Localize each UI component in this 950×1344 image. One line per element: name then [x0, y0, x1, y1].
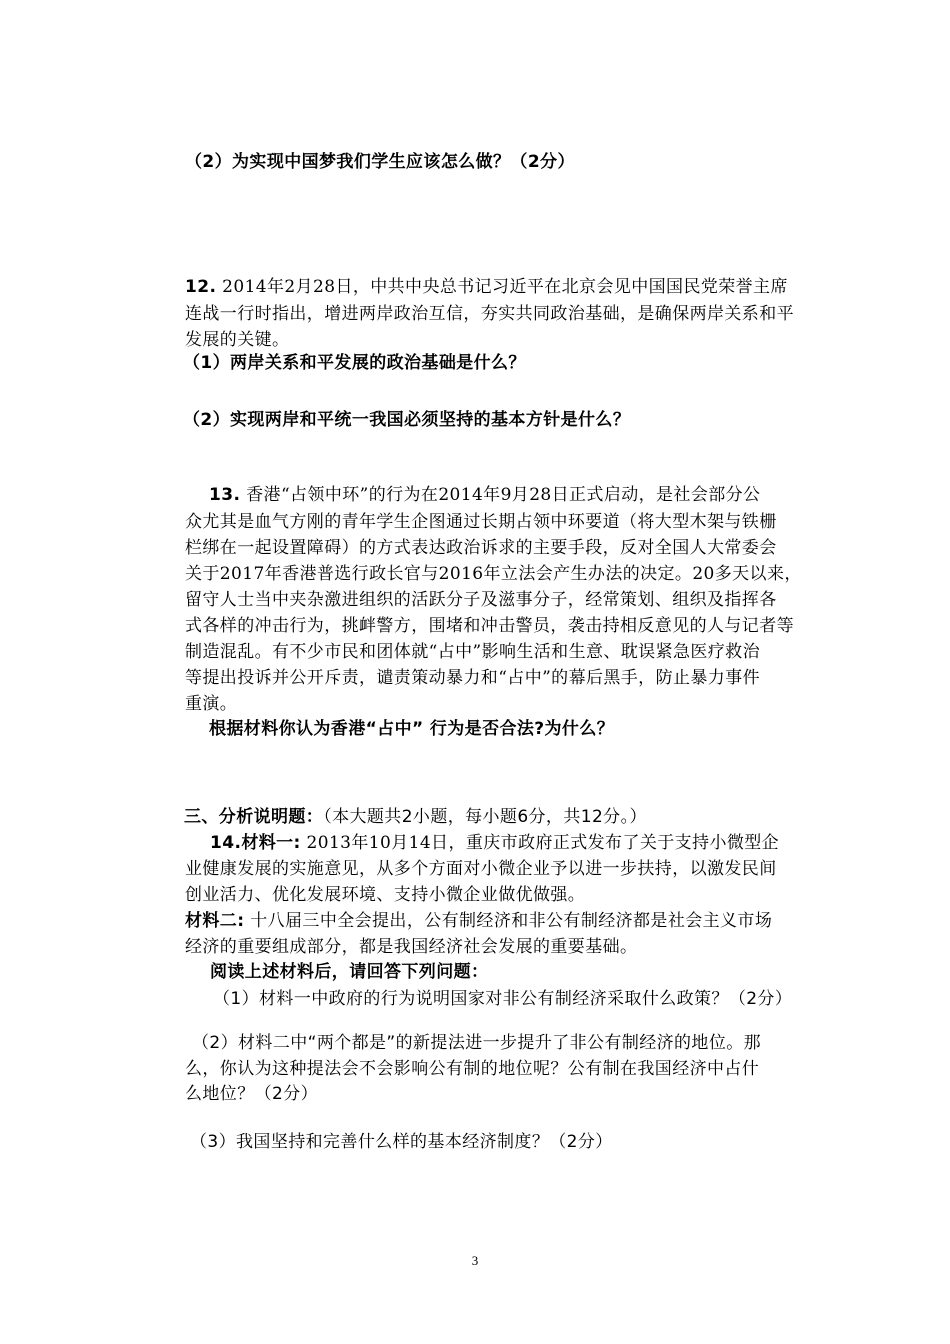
q14-material2-line-2: 经济的重要组成部分，都是我国经济社会发展的重要基础。 — [185, 937, 638, 957]
q14-part2-line-3: 么地位？（2分） — [185, 1084, 319, 1104]
section3-heading: 三、分析说明题： — [184, 807, 324, 827]
page-number: 3 — [471, 1253, 479, 1268]
q14-material1-first-line — [210, 831, 779, 855]
q12-part1: （1）两岸关系和平发展的政治基础是什么？ — [183, 353, 526, 373]
q12-line-1: 2014年2月28日，中共中央总书记习近平在北京会见中国国民党荣誉主席 — [222, 277, 788, 297]
q13-first-line — [209, 483, 760, 507]
q13-line-7: 制造混乱。有不少市民和团体就“占中”影响生活和生意、耽误紧急医疗救治 — [185, 642, 760, 662]
q14-material2-label: 材料二: — [185, 911, 245, 931]
section3-note: （本大题共2小题，每小题6分，共12分。） — [323, 807, 647, 827]
q13-line-4: 关于2017年香港普选行政长官与2016年立法会产生办法的决定。20多天以来， — [185, 564, 802, 584]
q12-first-line — [185, 275, 788, 299]
q12-number: 12. — [185, 277, 217, 297]
q12-line-3: 发展的关键。 — [185, 330, 290, 350]
q14-material1-label: 14.材料一: — [210, 833, 301, 853]
q14-material1-line-1: 2013年10月14日，重庆市政府正式发布了关于支持小微型企 — [306, 833, 780, 853]
q14-instruction: 阅读上述材料后，请回答下列问题： — [210, 962, 489, 982]
q14-part2-line-1: （2）材料二中“两个都是”的新提法进一步提升了非公有制经济的地位。那 — [192, 1033, 762, 1053]
q13-line-2: 众尤其是血气方刚的青年学生企图通过长期占领中环要道（将大型木架与铁栅 — [185, 512, 777, 532]
q14-part2-line-2: 么，你认为这种提法会不会影响公有制的地位呢？公有制在我国经济中占什 — [185, 1059, 760, 1079]
q14-material2-first-line — [185, 909, 772, 933]
q14-part3: （3）我国坚持和完善什么样的基本经济制度？（2分） — [190, 1132, 613, 1152]
q11-part2: （2）为实现中国梦我们学生应该怎么做？（2分） — [185, 152, 575, 172]
q14-material1-line-3: 创业活力、优化发展环境、支持小微企业做优做强。 — [185, 885, 586, 905]
q13-line-3: 栏绑在一起设置障碍）的方式表达政治诉求的主要手段，反对全国人大常委会 — [185, 538, 777, 558]
q13-question: 根据材料你认为香港“占中” 行为是否合法?为什么？ — [209, 719, 615, 739]
section3-heading-line — [184, 805, 647, 829]
q13-line-8: 等提出投诉并公开斥责，谴责策动暴力和“占中”的幕后黑手，防止暴力事件 — [185, 668, 760, 688]
q13-line-1: 香港“占领中环”的行为在2014年9月28日正式启动，是社会部分公 — [246, 485, 761, 505]
q14-part1: （1）材料一中政府的行为说明国家对非公有制经济采取什么政策？（2分） — [213, 989, 793, 1009]
q12-line-2: 连战一行时指出，增进两岸政治互信，夯实共同政治基础，是确保两岸关系和平 — [185, 304, 794, 324]
q14-material1-line-2: 业健康发展的实施意见，从多个方面对小微企业予以进一步扶持，以激发民间 — [185, 859, 777, 879]
q13-line-6: 式各样的冲击行为，挑衅警方，围堵和冲击警员，袭击持相反意见的人与记者等 — [185, 616, 794, 636]
q13-line-9: 重演。 — [185, 694, 238, 714]
q14-material2-line-1: 十八届三中全会提出，公有制经济和非公有制经济都是社会主义市场 — [250, 911, 773, 931]
q13-number: 13. — [209, 485, 241, 505]
q13-line-5: 留守人士当中夹杂激进组织的活跃分子及滋事分子，经常策划、组织及指挥各 — [185, 590, 777, 610]
q12-part2: （2）实现两岸和平统一我国必须坚持的基本方针是什么？ — [183, 410, 631, 430]
